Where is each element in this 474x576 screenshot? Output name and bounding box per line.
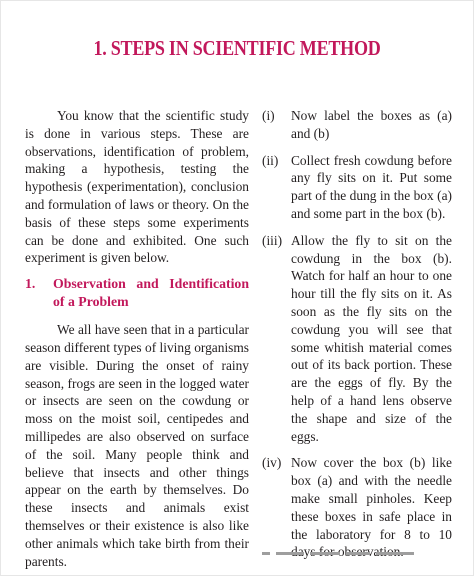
cut-off-next-line [262,552,452,558]
step-number: (i) [262,108,275,123]
step-text: Collect fresh cowdung before any fly sits on it. Put some part of the dung in the box (a) and some part in the box (b). [291,152,452,221]
intro-paragraph: You know that the scientific study is done in various steps. These are observations, identification of problem, making a hypothesis, testing the hypothesis (experimentation), conclusion and formulation of laws or theory. On the basis of these steps some experiments can be done and exhibited. One such experiment is given below. [25,108,249,266]
step-number: (ii) [262,152,279,168]
step-item [262,107,452,143]
step-text: Now label the boxes as (a) and (b) [291,108,452,141]
section-heading-text: Observation and Identification of a Problem [53,276,249,310]
step-text: Now cover the box (b) like box (a) and with the needle make small pinholes. Keep these boxes in safe place in the laboratory for 8 to 10 observation. [291,455,452,560]
step-item [262,152,452,223]
step-number: (iii) [262,232,283,248]
step-number: (iv) [262,455,282,471]
section-heading [25,275,249,311]
step-text: Allow the fly to sit on the cowdung in the box (b). Watch for half an hour to one hour till the fly sits on it. As soon as the fly sits on the cowdung you will see that some whitish material comes out of its back portion. These are the eggs of fly. By the help of a hand lens observe the shape and size of the eggs. [291,232,452,444]
step-item [262,232,452,446]
section-number: 1. [25,276,36,292]
left-column [25,107,249,570]
section-body: We all have seen that in a particular season different types of living organisms are visible. During the onset of rainy season, frogs are seen in the logged water or insects are seen on the cowdung or moss on the moist soil, centipedes and millipedes are also observed on surface of the soil. Many people think and believe that insects and other things appear on the earth by themselves. Do these insects and animals exist themselves or their existence is also like other animals which take birth from their parents. [25,322,249,569]
step-item [262,454,452,561]
right-column [262,107,452,570]
page-title: 1. STEPS IN SCIENTIFIC METHOD [93,36,381,60]
